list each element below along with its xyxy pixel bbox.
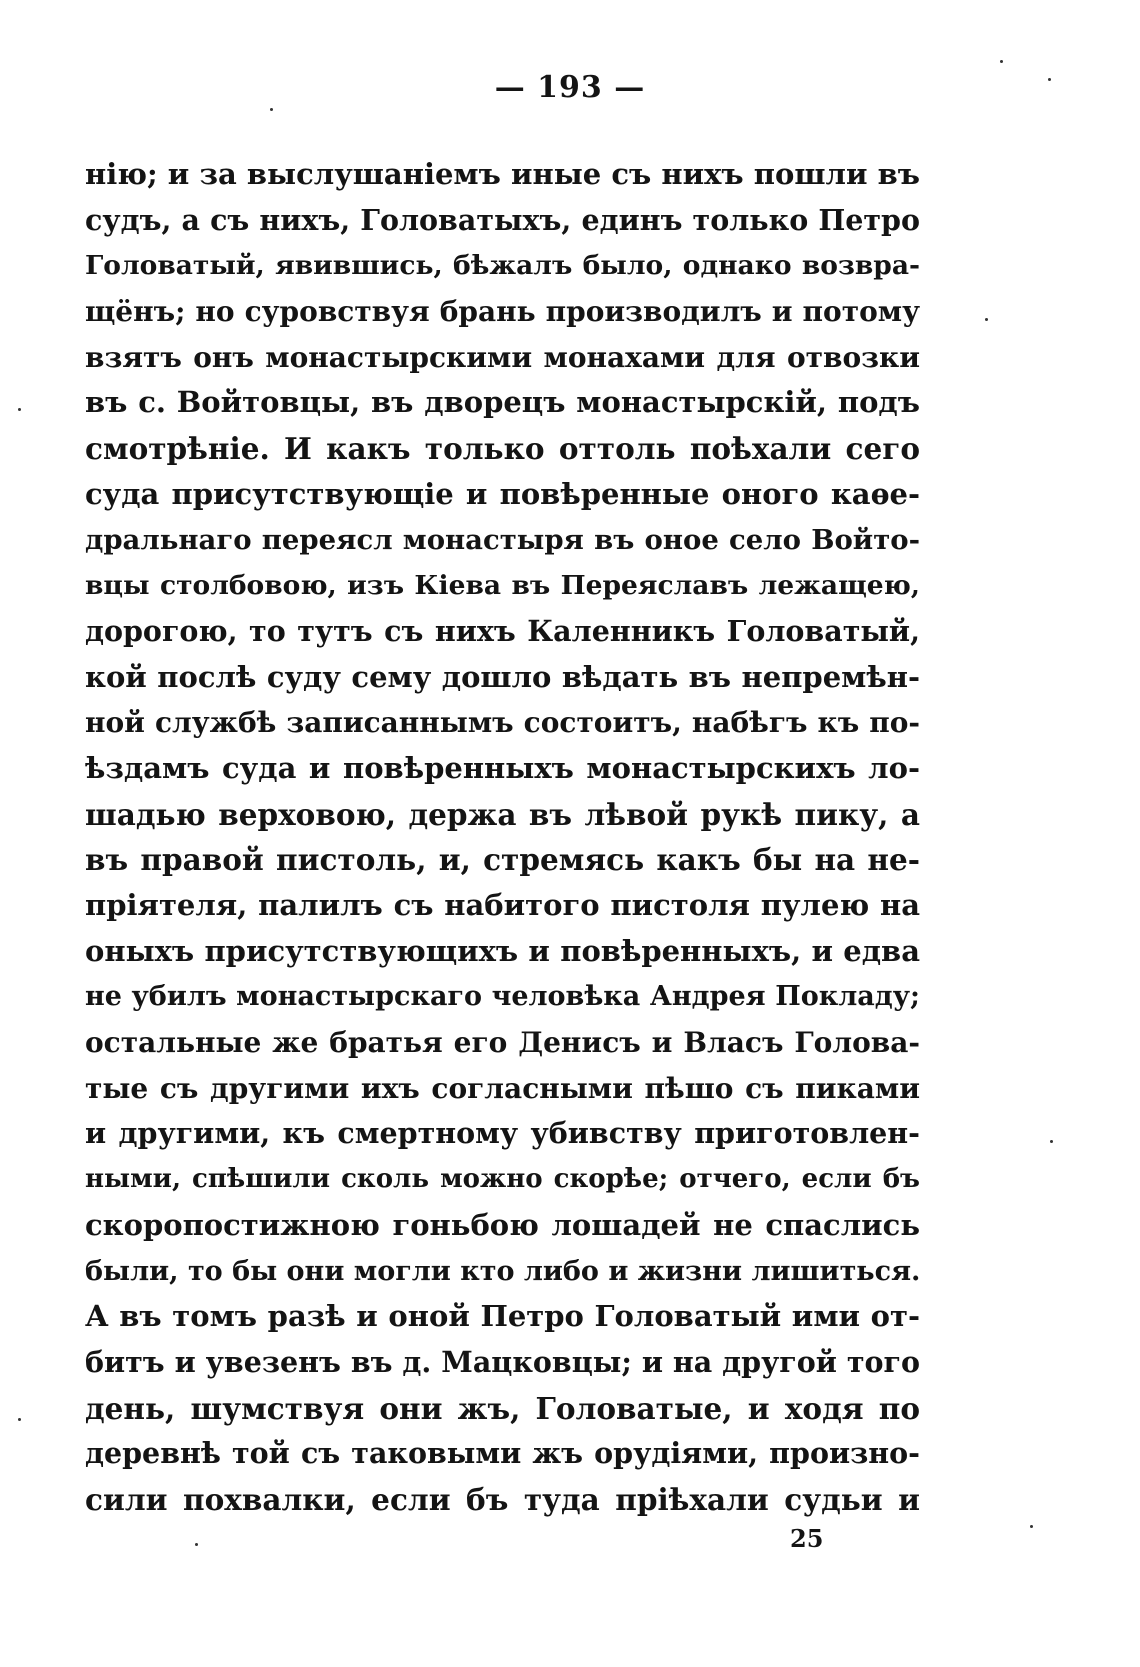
text-line: дральнаго переясл монастыря въ оное село Войто- xyxy=(85,523,920,556)
text-line: скоропостижною гоньбою лошадей не спаслись xyxy=(85,1207,920,1242)
text-line: въ правой пистоль, и, стремясь какъ бы на не- xyxy=(85,842,920,878)
text-line: день, шумствуя они жъ, Головатые, и ходя по xyxy=(85,1390,920,1426)
text-line: и другими, къ смертному убивству приготовлен- xyxy=(85,1116,920,1151)
text-line: не убилъ монастырскаго человѣка Андрея Покладу; xyxy=(85,981,920,1013)
scan-speck xyxy=(985,318,988,321)
text-line: ными, спѣшили сколь можно скорѣе; отчего, если бъ xyxy=(85,1164,920,1195)
text-line: вцы столбовою, изъ Кіева въ Переяславъ лежащею, xyxy=(85,570,920,602)
text-line: судъ, а съ нихъ, Головатыхъ, единъ только Петро xyxy=(85,202,920,237)
scan-speck xyxy=(1030,1525,1033,1528)
scan-speck xyxy=(1050,1140,1053,1143)
text-line: тые съ другими ихъ согласными пѣшо съ пиками xyxy=(85,1071,920,1105)
text-line: смотрѣніе. И какъ только оттоль поѣхали сего xyxy=(85,431,920,467)
text-line: дорогою, то тутъ съ нихъ Каленникъ Головатый, xyxy=(85,613,920,648)
text-line: щёнъ; но суровствуя брань производилъ и потому xyxy=(85,295,920,329)
scan-speck xyxy=(18,408,21,411)
scan-speck xyxy=(18,1418,21,1421)
text-line: деревнѣ той съ таковыми жъ орудіями, произно- xyxy=(85,1436,920,1471)
text-line: битъ и увезенъ въ д. Мацковцы; и на другой того xyxy=(85,1344,920,1379)
body-text xyxy=(85,152,920,1523)
scan-speck xyxy=(270,108,273,111)
text-line: кой послѣ суду сему дошло вѣдать въ непремѣн- xyxy=(85,659,920,694)
text-line: взятъ онъ монастырскими монахами для отвозки xyxy=(85,340,920,374)
scan-speck xyxy=(1000,60,1003,63)
text-line: оныхъ присутствующихъ и повѣренныхъ, и едва xyxy=(85,933,920,968)
text-line: остальные же братья его Денисъ и Власъ Голова- xyxy=(85,1026,920,1060)
signature-mark: 25 xyxy=(790,1524,824,1553)
text-line: пріятеля, палилъ съ набитого пистоля пулею на xyxy=(85,888,920,922)
text-line: ѣздамъ суда и повѣренныхъ монастырскихъ ло- xyxy=(85,750,920,785)
page-number-header: — 193 — xyxy=(494,70,646,105)
text-line: нію; и за выслушаніемъ иные съ нихъ пошли въ xyxy=(85,157,920,191)
text-line: сили похвалки, если бъ туда пріѣхали судьи и xyxy=(85,1481,920,1517)
scan-speck xyxy=(195,1543,198,1546)
text-line: были, то бы они могли кто либо и жизни лишиться. xyxy=(85,1255,920,1287)
text-line: суда присутствующіе и повѣренные оного каѳе- xyxy=(85,476,920,511)
scan-speck xyxy=(1048,78,1051,81)
text-line: шадью верховою, держа въ лѣвой рукѣ пику, а xyxy=(85,796,920,832)
text-line: А въ томъ разѣ и оной Петро Головатый ими от- xyxy=(85,1299,920,1334)
text-line: ной службѣ записаннымъ состоитъ, набѣгъ къ по- xyxy=(85,706,920,740)
text-line: въ с. Войтовцы, въ дворецъ монастырскій, подъ xyxy=(85,385,920,420)
text-line: Головатый, явившись, бѣжалъ было, однако возвра- xyxy=(85,250,920,282)
